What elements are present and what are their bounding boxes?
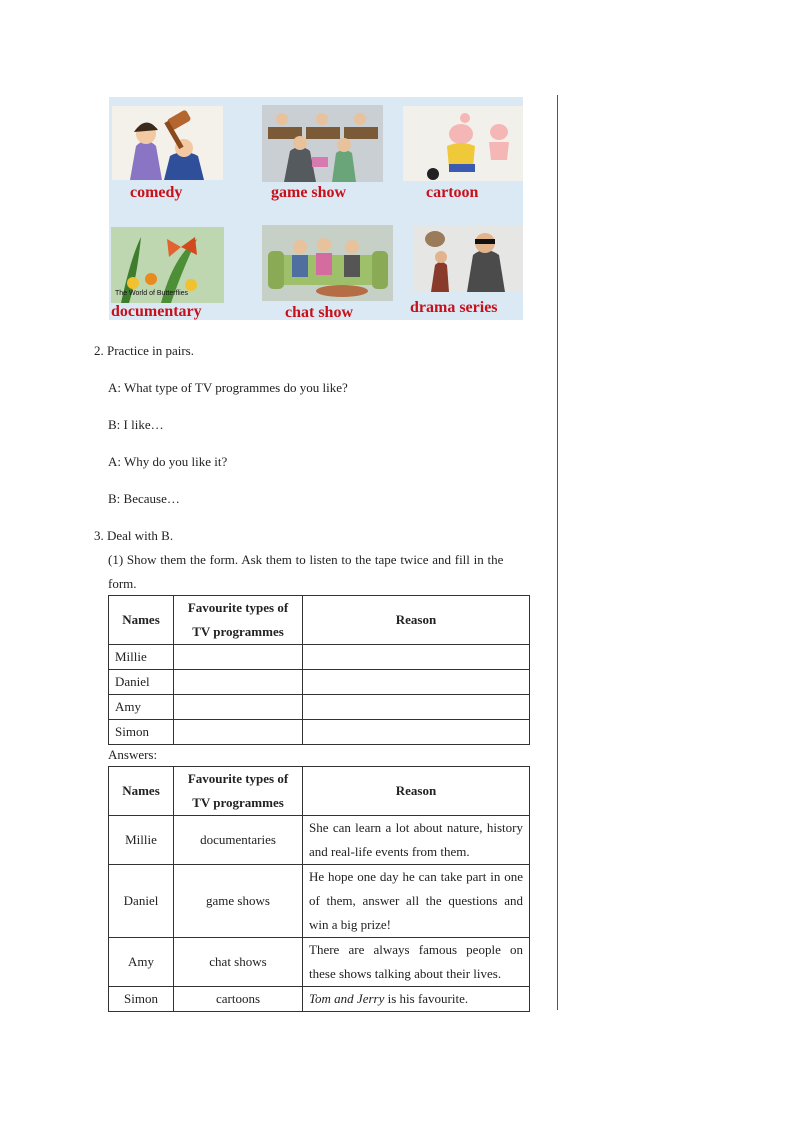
reason-cell [303, 987, 530, 1012]
name-cell: Millie [109, 645, 174, 670]
margin-rule [557, 95, 558, 1010]
type-cell: cartoons [174, 987, 303, 1012]
dialogue-line-3: A: Why do you like it? [108, 454, 228, 469]
table-row [109, 987, 530, 1012]
type-blank-cell[interactable] [174, 720, 303, 745]
reason-header: Reason [303, 767, 530, 816]
dialogue-line-1: A: What type of TV programmes do you like? [108, 380, 348, 395]
reason-cell: There are always famous people on these shows talking about their lives. [303, 938, 530, 987]
name-cell: Simon [109, 720, 174, 745]
type-blank-cell[interactable] [174, 695, 303, 720]
game-show-label: game show [271, 184, 347, 201]
comedy-label: comedy [130, 184, 183, 201]
drama-series-illustration [413, 225, 523, 292]
table-row [109, 645, 530, 670]
reason-blank-cell[interactable] [303, 670, 530, 695]
name-cell: Millie [109, 816, 174, 865]
reason-blank-cell[interactable] [303, 695, 530, 720]
table-row [109, 695, 530, 720]
reason-blank-cell[interactable] [303, 645, 530, 670]
section-3-heading: 3. Deal with B. [94, 528, 174, 543]
reason-rest: is his favourite. [384, 991, 469, 1006]
types-header-line2: TV programmes [192, 624, 284, 639]
comedy-illustration [112, 106, 223, 180]
table-row [109, 720, 530, 745]
answers-label: Answers: [108, 747, 158, 762]
name-cell: Daniel [109, 865, 174, 938]
section-3-instruction: (1) Show them the form. Ask them to listen to the tape twice and fill in the [108, 552, 504, 567]
types-header [174, 596, 303, 645]
documentary-label: documentary [111, 303, 202, 320]
type-cell: documentaries [174, 816, 303, 865]
name-cell: Amy [109, 695, 174, 720]
table-row [109, 938, 530, 987]
types-header [174, 767, 303, 816]
types-header-line2: TV programmes [192, 795, 284, 810]
cartoon-illustration [403, 106, 523, 181]
type-cell: game shows [174, 865, 303, 938]
reason-blank-cell[interactable] [303, 720, 530, 745]
type-blank-cell[interactable] [174, 645, 303, 670]
table-row [109, 670, 530, 695]
drama-series-label: drama series [410, 299, 498, 316]
type-blank-cell[interactable] [174, 670, 303, 695]
answers-table [108, 766, 530, 1012]
tv-programme-pictures [109, 97, 523, 320]
cartoon-label: cartoon [426, 184, 479, 201]
names-header: Names [109, 767, 174, 816]
table-header-row [109, 596, 530, 645]
section-3-instruction-cont: form. [108, 576, 137, 591]
types-header-line1: Favourite types of [187, 771, 289, 786]
table-row [109, 816, 530, 865]
game-show-illustration [262, 105, 383, 182]
chat-show-illustration [262, 225, 393, 301]
dialogue-line-4: B: Because… [108, 491, 180, 506]
blank-form-table [108, 595, 530, 745]
name-cell: Amy [109, 938, 174, 987]
name-cell: Daniel [109, 670, 174, 695]
name-cell: Simon [109, 987, 174, 1012]
chat-show-label: chat show [285, 304, 354, 321]
section-2-heading: 2. Practice in pairs. [94, 343, 194, 358]
table-row [109, 865, 530, 938]
reason-italic-title: Tom and Jerry [309, 991, 385, 1006]
documentary-illustration [111, 227, 224, 303]
table-header-row [109, 767, 530, 816]
reason-header: Reason [303, 596, 530, 645]
documentary-caption: The World of Butterflies [115, 290, 189, 297]
reason-cell: She can learn a lot about nature, history and real-life events from them. [303, 816, 530, 865]
names-header: Names [109, 596, 174, 645]
dialogue-line-2: B: I like… [108, 417, 164, 432]
types-header-line1: Favourite types of [187, 600, 289, 615]
reason-cell: He hope one day he can take part in one of them, answer all the questions and win a big prize! [303, 865, 530, 938]
type-cell: chat shows [174, 938, 303, 987]
